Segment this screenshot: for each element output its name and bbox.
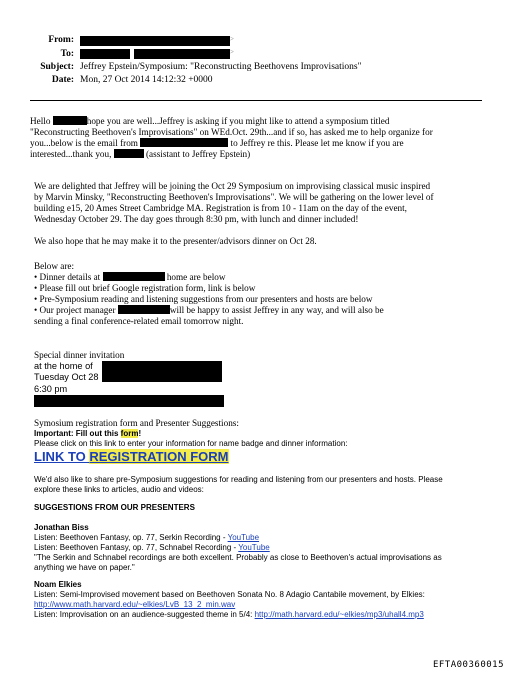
- biss-quote-2: anything we have on paper.": [34, 563, 135, 572]
- biss-listen-2: Listen: Beethoven Fantasy, op. 77, Schnabel Recording -: [34, 543, 239, 552]
- body-paragraph-1: [34, 181, 494, 225]
- biss-youtube-link-2[interactable]: YouTube: [238, 543, 270, 552]
- intro-line3a: you...below is the email from: [30, 138, 138, 148]
- body1-line: Wednesday October 29. The day goes through 8:30 pm, with lunch and dinner included!: [34, 214, 359, 224]
- registration-title: Symosium registration form and Presenter Suggestions:: [34, 418, 239, 428]
- share-line2: explore these links to articles, audio and videos:: [34, 485, 204, 494]
- document-id: EFTA00360015: [432, 660, 504, 670]
- intro-line4a: interested...thank you,: [30, 149, 112, 159]
- elkies-name: Noam Elkies: [34, 580, 82, 589]
- registration-link-text-b[interactable]: REGISTRATION FORM: [89, 449, 229, 464]
- below-item-2: • Please fill out brief Google registration form, link is below: [34, 283, 256, 293]
- header-divider: [30, 100, 482, 101]
- intro-line1: hope you are well...Jeffrey is asking if you might like to attend a symposium titled: [86, 116, 390, 126]
- biss-youtube-link-1[interactable]: YouTube: [227, 533, 260, 542]
- body1-line: We are delighted that Jeffrey will be joining the Oct 29 Symposium on improvising classical music inspired: [34, 181, 431, 191]
- important-form-word: form: [120, 429, 139, 438]
- dinner-invite-line3: Tuesday Oct 28: [34, 372, 99, 382]
- below-list: [34, 261, 494, 327]
- biss-section: [34, 523, 494, 573]
- dinner-extra-redaction: [34, 395, 224, 407]
- elkies-section: [34, 580, 494, 620]
- body1-line: building e15, 20 Ames Street Cambridge MA. Registration is from 10 - 11am on the day of the event,: [34, 203, 407, 213]
- elkies-listen-1: Listen: Semi-Improvised movement based on Beethoven Sonata No. 8 Adagio Cantabile movement, by Elkies:: [34, 590, 425, 599]
- below-item-4b: will be happy to assist Jeffrey in any way, and will also be: [169, 305, 384, 315]
- intro-line4b: (assistant to Jeffrey Epstein): [146, 149, 251, 159]
- project-manager-redaction: [118, 305, 170, 314]
- registration-form-link[interactable]: [34, 449, 229, 464]
- intro-name-redaction: [53, 116, 87, 125]
- suggestions-heading: SUGGESTIONS FROM OUR PRESENTERS: [34, 503, 195, 512]
- dinner-invite-line4: 6:30 pm: [34, 384, 68, 394]
- to-gt: >: [230, 48, 234, 56]
- below-item-3: • Pre-Symposium reading and listening suggestions from our presenters and hosts are below: [34, 294, 373, 304]
- elkies-url-1[interactable]: http://www.math.harvard.edu/~elkies/LvB_13_2_min.wav: [34, 600, 236, 609]
- elkies-listen-2: Listen: Improvisation on an audience-suggested theme in 5/4:: [34, 610, 255, 619]
- from-redaction: [80, 36, 230, 46]
- intro-line3b: to Jeffrey re this. Please let me know if you are: [230, 138, 404, 148]
- to-redaction-2: [134, 49, 230, 59]
- share-paragraph: [34, 475, 494, 495]
- from-gt: >: [230, 35, 234, 43]
- subject-value: Jeffrey Epstein/Symposium: "Reconstructing Beethovens Improvisations": [80, 62, 362, 72]
- body1-line: by Marvin Minsky, "Reconstructing Beethoven's Improvisations". We will be gathering on the lower level of: [34, 192, 434, 202]
- registration-link-text-a[interactable]: LINK TO: [34, 449, 90, 464]
- share-line1: We'd also like to share pre-Symposium suggestions for reading and listening from our presenters and hosts. Please: [34, 475, 443, 484]
- intro-sender-redaction: [114, 149, 144, 158]
- from-label: From:: [48, 35, 74, 45]
- below-item-1a: • Dinner details at: [34, 272, 101, 282]
- intro-line2: "Reconstructing Beethoven's Improvisations" on WEd.Oct. 29th...and if so, has asked me to help organize for: [30, 127, 433, 137]
- biss-name: Jonathan Biss: [34, 523, 89, 532]
- elkies-url-2[interactable]: http://math.harvard.edu/~elkies/mp3/uhall4.mp3: [254, 610, 424, 619]
- intro-hello: Hello: [30, 116, 51, 126]
- important-note: [34, 429, 141, 439]
- dinner-invite-line1: Special dinner invitation: [34, 350, 125, 360]
- intro-paragraph: [30, 116, 490, 160]
- registration-instructions: Please click on this link to enter your information for name badge and dinner information:: [34, 439, 348, 448]
- biss-quote-1: "The Serkin and Schnabel recordings are both excellent. Probably as close to Beethoven's actual improvisations as: [34, 553, 442, 562]
- subject-label: Subject:: [40, 62, 74, 72]
- body-paragraph-2: We also hope that he may make it to the presenter/advisors dinner on Oct 28.: [34, 236, 317, 246]
- dinner-address-redaction: [102, 361, 222, 382]
- dinner-invite-line2: at the home of: [34, 361, 93, 371]
- below-title: Below are:: [34, 261, 75, 271]
- to-label: To:: [60, 49, 74, 59]
- intro-email-redaction: [140, 138, 228, 147]
- date-label: Date:: [51, 75, 74, 85]
- dinner-host-redaction: [103, 272, 165, 281]
- below-item-1b: home are below: [166, 272, 226, 282]
- important-text: Important: Fill out this: [34, 429, 121, 438]
- biss-listen-1: Listen: Beethoven Fantasy, op. 77, Serkin Recording -: [34, 533, 228, 542]
- below-item-4a: • Our project manager: [34, 305, 116, 315]
- date-value: Mon, 27 Oct 2014 14:12:32 +0000: [80, 75, 213, 85]
- to-redaction-1: [80, 49, 130, 59]
- below-item-4c: sending a final conference-related email tomorrow night.: [34, 316, 244, 326]
- important-excl: !: [138, 429, 142, 438]
